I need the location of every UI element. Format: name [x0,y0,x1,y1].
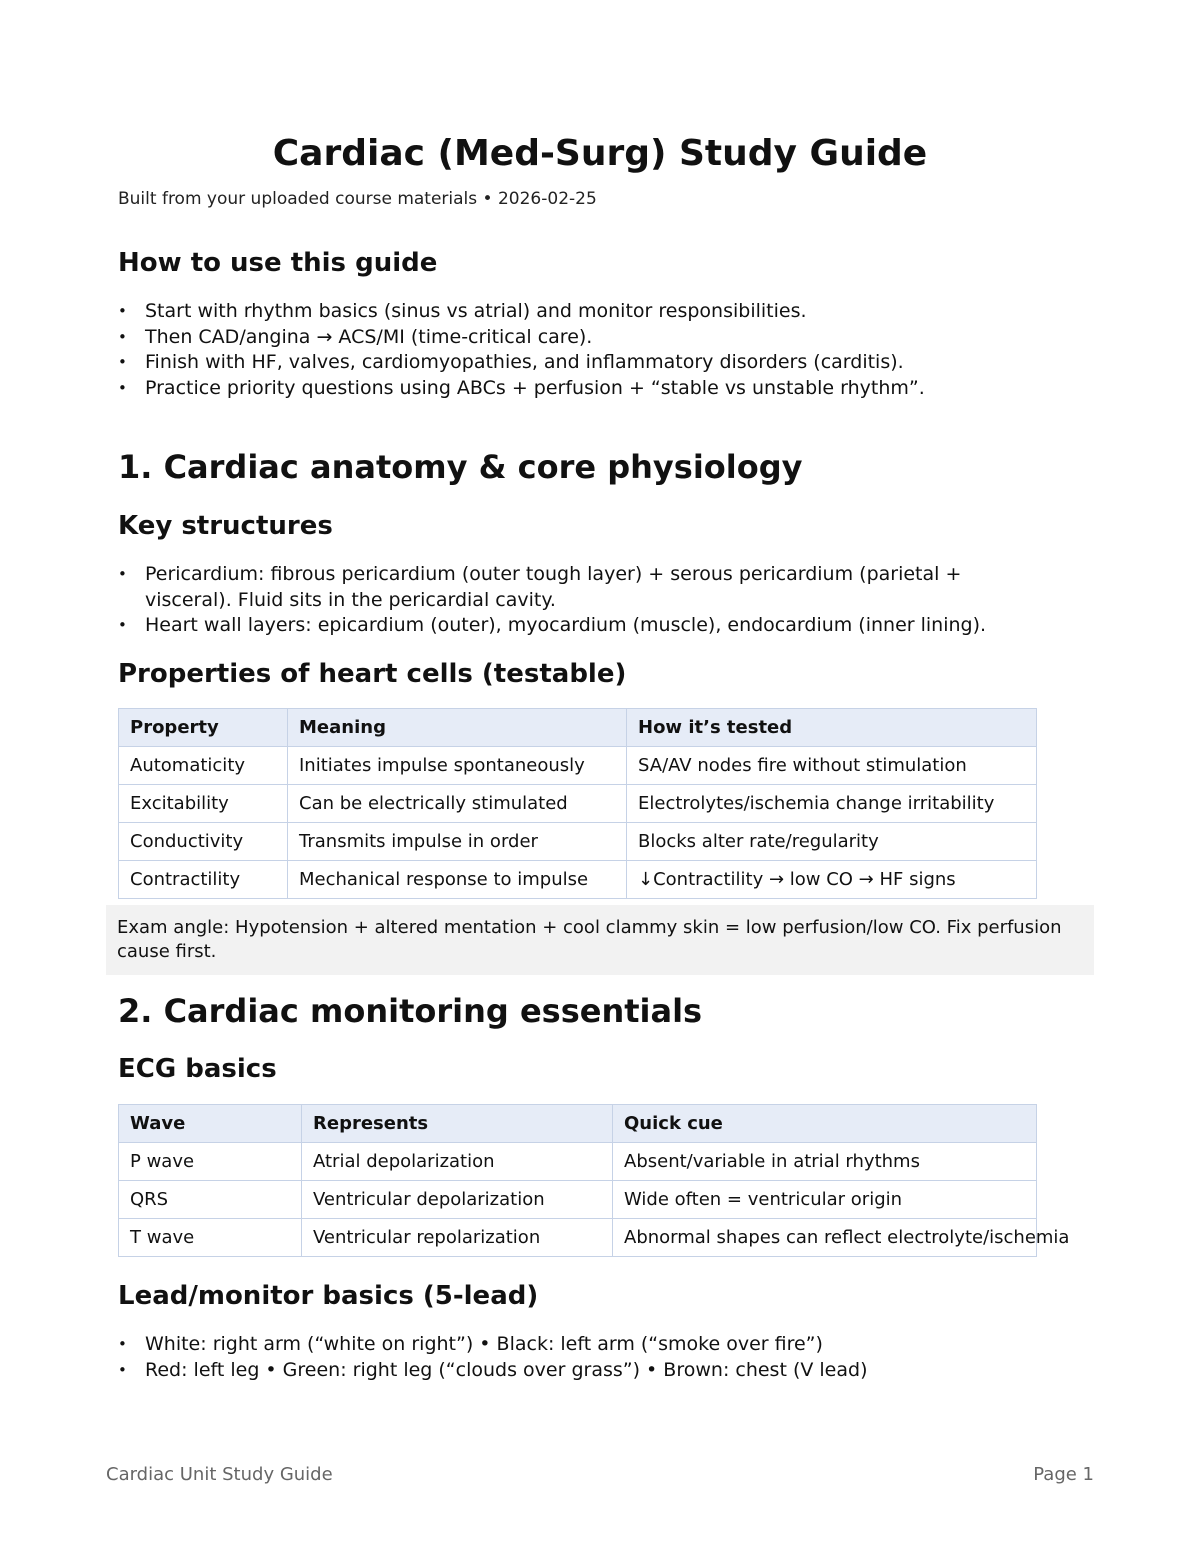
ecg-table [118,1104,1070,1257]
section-1-heading: 1. Cardiac anatomy & core physiology [118,448,803,486]
table-cell: Contractility [119,861,288,899]
list-item: • Finish with HF, valves, cardiomyopathies, and inflammatory disorders (carditis). [118,350,1038,376]
table-header-row [119,709,1037,747]
column-header: Property [119,709,288,747]
table-cell: P wave [119,1143,302,1181]
table-cell: Absent/variable in atrial rhythms [613,1143,1037,1181]
table-cell: Automaticity [119,747,288,785]
table-cell: Excitability [119,785,288,823]
list-item: • Red: left leg • Green: right leg (“clouds over grass”) • Brown: chest (V lead) [118,1358,1038,1384]
lead-basics-list [118,1332,1038,1383]
footer-document-name: Cardiac Unit Study Guide [106,1464,333,1485]
list-item: • Heart wall layers: epicardium (outer), myocardium (muscle), endocardium (inner lining). [118,613,1018,639]
table-cell: Blocks alter rate/regularity [627,823,1037,861]
list-item: • Practice priority questions using ABCs + perfusion + “stable vs unstable rhythm”. [118,376,1038,402]
column-header: Represents [302,1105,613,1143]
table-cell: Can be electrically stimulated [288,785,627,823]
table-cell: Abnormal shapes can reflect electrolyte/ischemia [613,1219,1037,1257]
section-2-heading: 2. Cardiac monitoring essentials [118,992,703,1030]
footer-page-number: Page 1 [1033,1464,1094,1485]
table-cell: ↓Contractility → low CO → HF signs [627,861,1037,899]
table-row [119,1181,1037,1219]
table-row [119,1143,1037,1181]
table-row [119,861,1037,899]
how-to-use-list [118,299,1038,401]
table-cell: Electrolytes/ischemia change irritability [627,785,1037,823]
table-cell: QRS [119,1181,302,1219]
lead-basics-heading: Lead/monitor basics (5-lead) [118,1281,539,1311]
table-cell: Wide often = ventricular origin [613,1181,1037,1219]
key-structures-heading: Key structures [118,511,333,541]
table-cell: Atrial depolarization [302,1143,613,1181]
table-row [119,1219,1037,1257]
how-to-use-heading: How to use this guide [118,248,438,278]
table-cell: Ventricular depolarization [302,1181,613,1219]
properties-table [118,708,1037,899]
table-header-row [119,1105,1037,1143]
table-cell: Conductivity [119,823,288,861]
table-cell: Transmits impulse in order [288,823,627,861]
properties-heading: Properties of heart cells (testable) [118,659,627,689]
list-item: • White: right arm (“white on right”) • Black: left arm (“smoke over fire”) [118,1332,1038,1358]
table-cell: Mechanical response to impulse [288,861,627,899]
column-header: Quick cue [613,1105,1037,1143]
list-item: • Pericardium: fibrous pericardium (outer tough layer) + serous pericardium (parietal + visceral). Fluid sits in the pericardial cavity. [118,562,1018,613]
table-cell: SA/AV nodes fire without stimulation [627,747,1037,785]
table-cell: Ventricular repolarization [302,1219,613,1257]
document-subtitle: Built from your uploaded course materials • 2026-02-25 [118,189,597,209]
column-header: How it’s tested [627,709,1037,747]
list-item: • Start with rhythm basics (sinus vs atrial) and monitor responsibilities. [118,299,1038,325]
column-header: Wave [119,1105,302,1143]
table-cell: T wave [119,1219,302,1257]
list-item: • Then CAD/angina → ACS/MI (time-critical care). [118,325,1038,351]
table-row [119,747,1037,785]
table-cell: Initiates impulse spontaneously [288,747,627,785]
table-row [119,785,1037,823]
table-row [119,823,1037,861]
ecg-basics-heading: ECG basics [118,1054,277,1084]
exam-angle-callout: Exam angle: Hypotension + altered mentation + cool clammy skin = low perfusion/low CO. Fix perfusion cause first. [106,905,1094,975]
column-header: Meaning [288,709,627,747]
document-title: Cardiac (Med-Surg) Study Guide [272,133,928,174]
key-structures-list [118,562,1018,639]
